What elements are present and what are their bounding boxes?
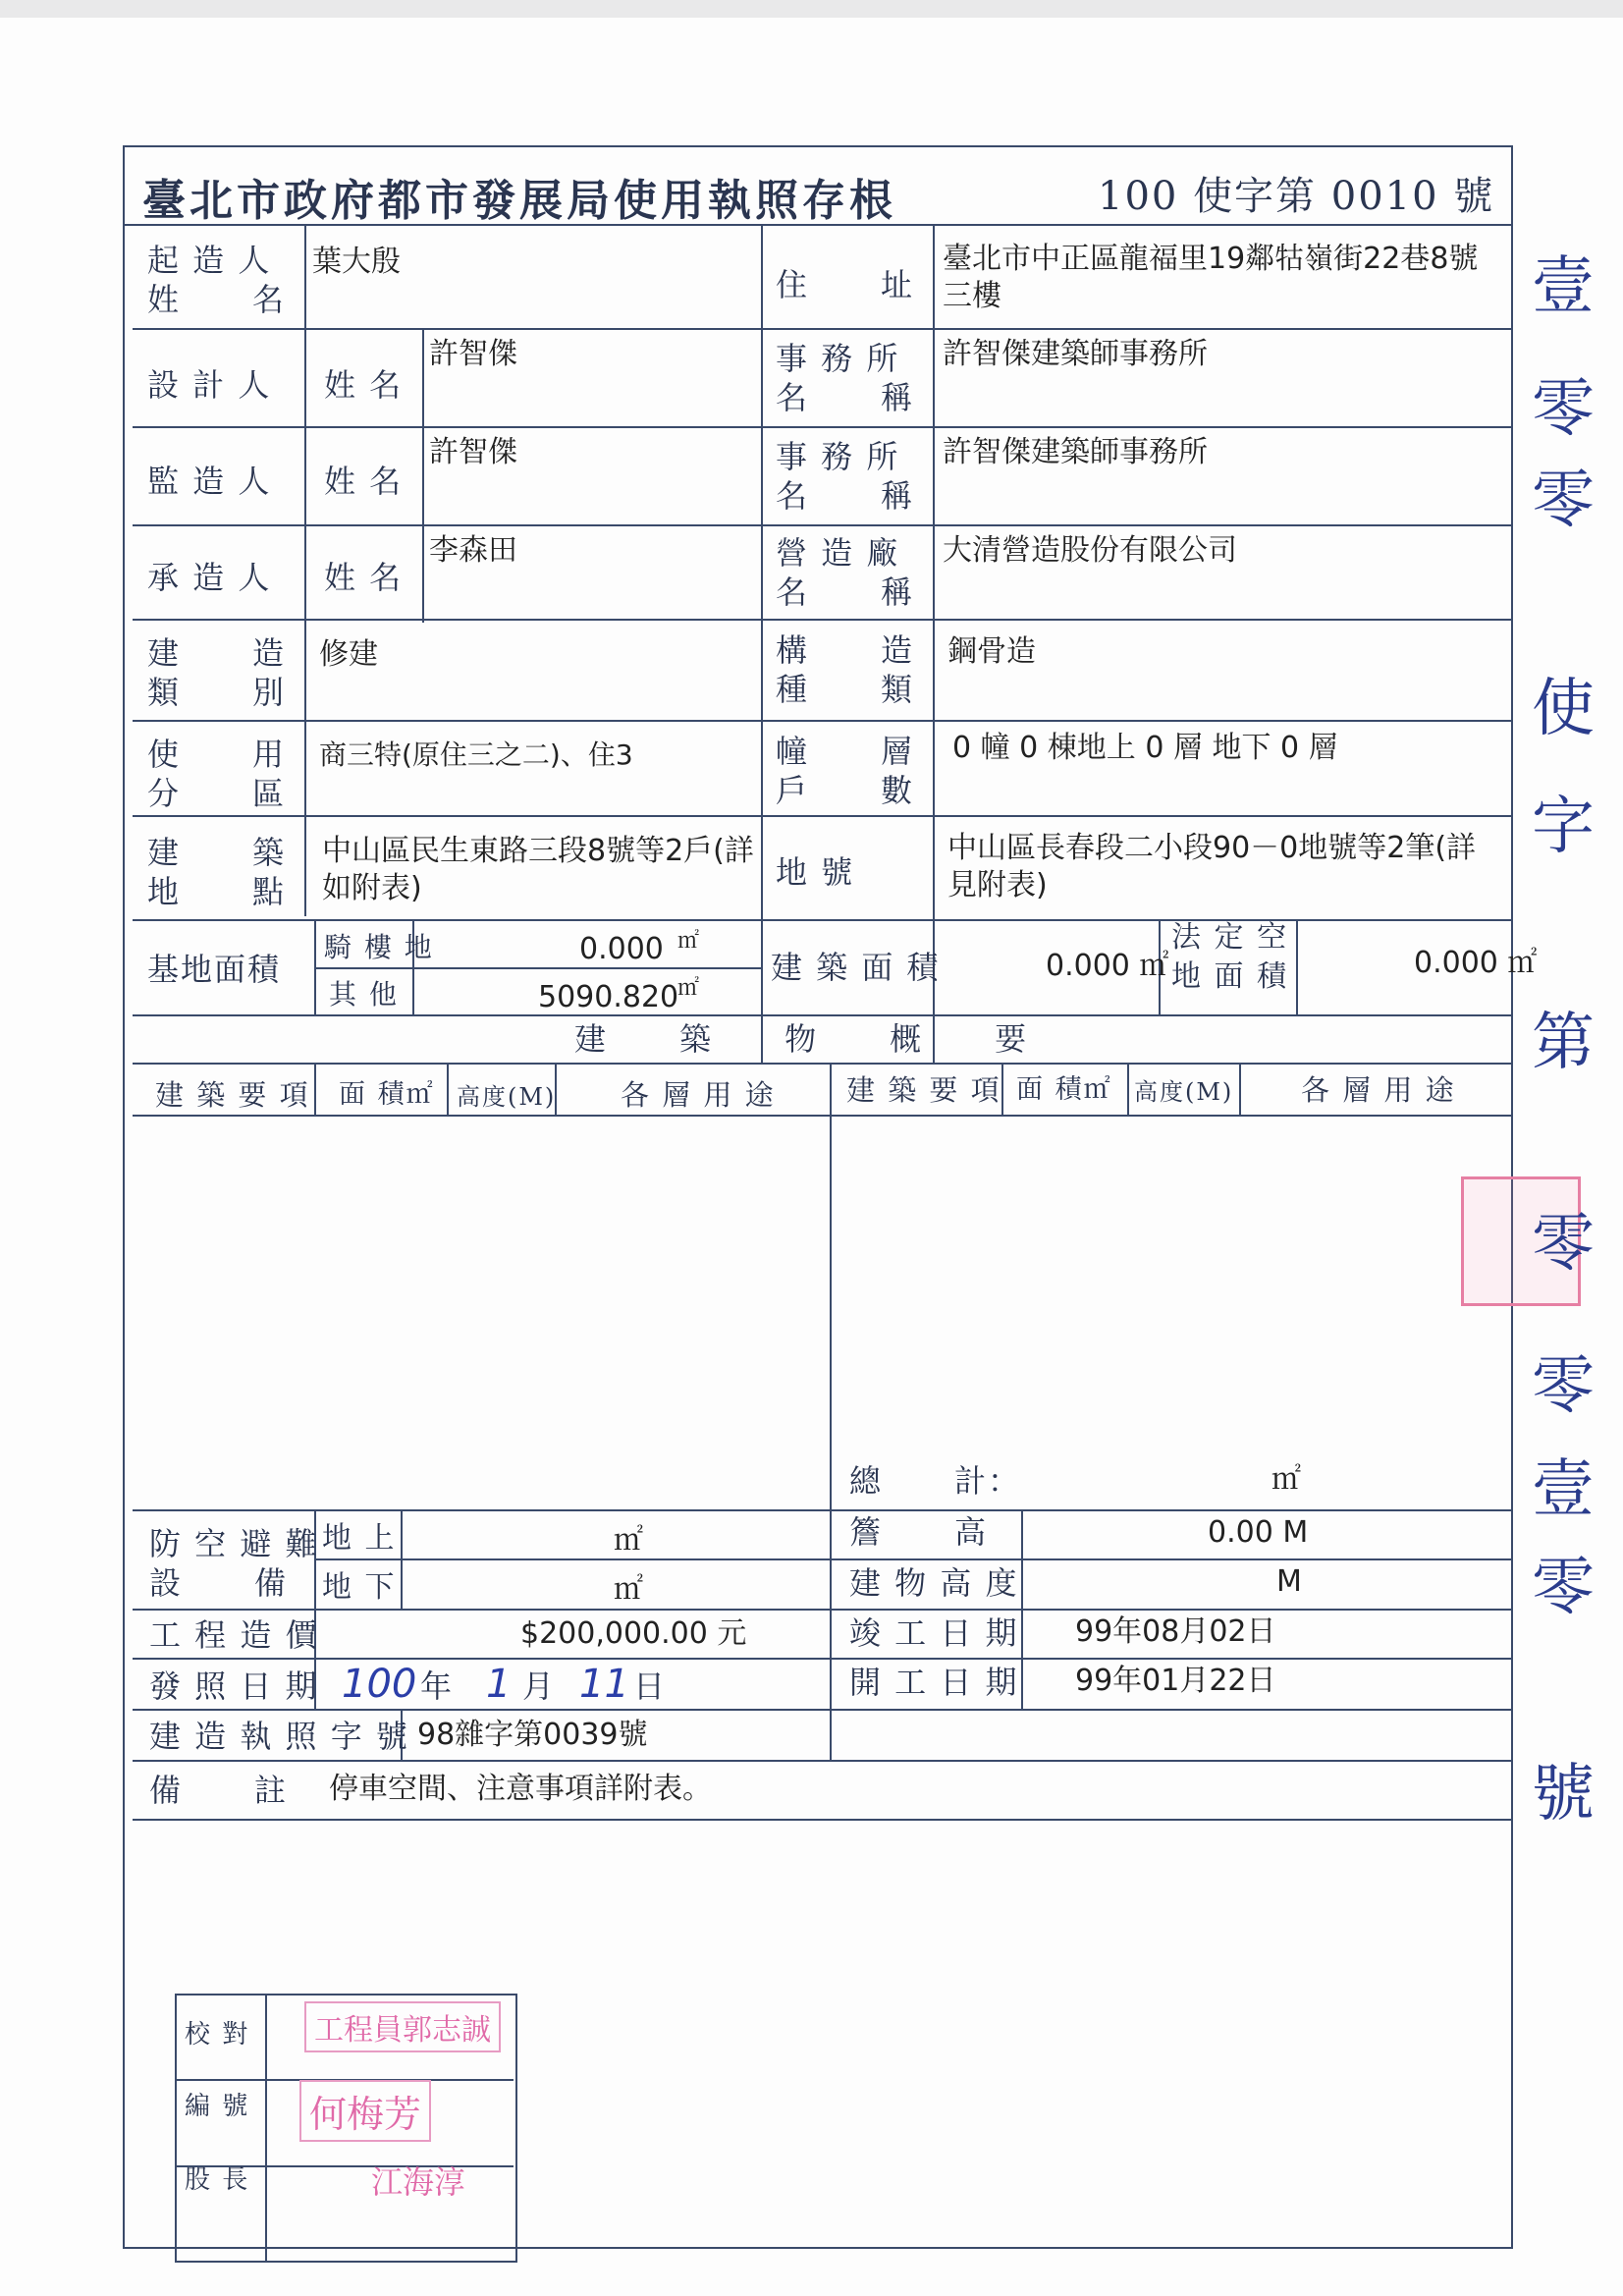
col-header: 各 層 用 途 — [621, 1078, 776, 1112]
structure-type: 鋼骨造 — [947, 634, 1036, 669]
completion-date: 99年08月02日 — [1075, 1614, 1276, 1649]
contractor-label: 承 造 人 — [147, 559, 272, 596]
rule — [133, 815, 1511, 817]
rule — [133, 328, 1511, 330]
units-label: 幢 層 戶 數 — [776, 733, 915, 809]
zoning-label: 使 用 分 區 — [147, 736, 287, 812]
above-ground-label: 地 上 — [322, 1521, 397, 1556]
rule — [761, 224, 763, 1064]
proofread-label: 校 對 — [185, 2020, 250, 2050]
zoning: 商三特(原住三之二)、住3 — [319, 738, 633, 771]
completion-label: 竣 工 日 期 — [849, 1614, 1019, 1652]
issue-date-label: 發 照 日 期 — [149, 1667, 319, 1705]
rule — [123, 224, 1511, 226]
designer-name-label: 姓 名 — [324, 366, 404, 404]
rule — [133, 1115, 1511, 1117]
other-label: 其 他 — [329, 978, 399, 1011]
owner-label: 起 造 人 姓 名 — [147, 242, 287, 318]
rule — [1001, 1063, 1003, 1117]
build-type: 修建 — [319, 637, 378, 672]
eaves-label: 簷 高 — [849, 1513, 989, 1551]
side-char: 零 — [1532, 373, 1595, 446]
side-char: 壹 — [1532, 1453, 1595, 1526]
rule — [133, 1819, 1511, 1821]
supervisor-office: 許智傑建築師事務所 — [943, 435, 1208, 469]
build-permit-no: 98雜字第0039號 — [417, 1718, 648, 1752]
eaves-height: 0.00 M — [1208, 1515, 1309, 1550]
arcade-label: 騎 樓 地 — [324, 931, 434, 963]
section-chief-stamp: 江海淳 — [371, 2163, 466, 2201]
col-header: 面 積㎡ — [1016, 1074, 1112, 1105]
rule — [133, 1014, 1511, 1016]
proofread-stamp: 工程員郭志誠 — [304, 2001, 501, 2052]
designer-name: 許智傑 — [429, 337, 517, 371]
building-area-label: 建 築 面 積 — [771, 949, 941, 986]
rule — [1021, 1509, 1023, 1711]
unit-sqm: ㎡ — [677, 929, 700, 954]
contractor-company-label: 營 造 廠 名 稱 — [776, 534, 915, 611]
supervisor-office-label: 事 務 所 名 稱 — [776, 438, 915, 515]
designer-label: 設 計 人 — [147, 366, 272, 404]
designer-office-label: 事 務 所 名 稱 — [776, 340, 915, 416]
col-header: 高度(M) — [1134, 1078, 1234, 1106]
side-char: 零 — [1532, 1208, 1595, 1281]
side-char: 零 — [1532, 465, 1595, 537]
side-char: 使 — [1532, 673, 1595, 745]
rule — [133, 1709, 1511, 1711]
side-char: 第 — [1532, 1007, 1595, 1079]
issue-day-suffix: 日 — [633, 1667, 668, 1705]
rule — [314, 967, 761, 969]
col-header: 高度(M) — [457, 1083, 557, 1111]
rule — [133, 1609, 1511, 1611]
site-area-label: 基地面積 — [147, 951, 282, 988]
serial-stamp: 何梅芳 — [299, 2080, 431, 2142]
issue-month: 1 — [486, 1662, 512, 1707]
rule — [422, 328, 424, 623]
rule — [133, 1509, 1511, 1511]
col-header: 建 築 要 項 — [846, 1073, 1001, 1107]
rule — [314, 1558, 1511, 1560]
rule — [830, 1063, 832, 1760]
permit-number: 100 使字第 0010 號 — [1098, 174, 1495, 219]
rule — [401, 1509, 403, 1610]
issue-day: 11 — [579, 1662, 629, 1707]
col-header: 各 層 用 途 — [1301, 1073, 1456, 1107]
unit-sqm: ㎡ — [677, 976, 700, 1001]
cost: $200,000.00 元 — [520, 1616, 747, 1651]
contractor-name: 李森田 — [429, 533, 517, 568]
rule — [133, 1658, 1511, 1660]
structure-label: 構 造 種 類 — [776, 631, 915, 708]
side-char: 字 — [1532, 791, 1595, 863]
rule — [133, 426, 1511, 428]
rule — [1239, 1063, 1241, 1117]
total-unit: ㎡ — [1271, 1462, 1301, 1497]
building-area: 0.000 ㎡ — [1046, 949, 1169, 983]
col-header: 建 築 要 項 — [155, 1078, 310, 1112]
rule — [133, 524, 1511, 526]
address-value: 臺北市中正區龍福里19鄰牯嶺街22巷8號三樓 — [943, 242, 1479, 313]
address-label: 住 址 — [776, 266, 915, 303]
total-label: 總 計： — [849, 1462, 1022, 1500]
issue-year-suffix: 年 — [420, 1667, 455, 1705]
start-date: 99年01月22日 — [1075, 1664, 1276, 1698]
side-char: 壹 — [1532, 250, 1595, 323]
rule — [314, 1063, 316, 1117]
building-height-label: 建 物 高 度 — [849, 1564, 1019, 1602]
issue-month-suffix: 月 — [522, 1667, 557, 1705]
site-location: 中山區民生東路三段8號等2戶(詳如附表) — [322, 834, 754, 905]
col-header: 面 積㎡ — [339, 1079, 435, 1110]
unit-sqm: ㎡ — [614, 1572, 643, 1607]
summary-title: 建 築 物 概 要 — [574, 1020, 1029, 1058]
supervisor-label: 監 造 人 — [147, 463, 272, 500]
contractor-company: 大清營造股份有限公司 — [943, 533, 1237, 568]
side-char: 零 — [1532, 1552, 1595, 1624]
rule — [133, 1063, 1511, 1065]
designer-office: 許智傑建築師事務所 — [943, 337, 1208, 371]
rule — [447, 1063, 449, 1117]
form-title: 臺北市政府都市發展局使用執照存根 — [142, 176, 896, 226]
supervisor-name: 許智傑 — [429, 435, 517, 469]
rule — [933, 224, 935, 1064]
rule — [314, 919, 316, 1015]
build-type-label: 建 造 類 別 — [147, 634, 287, 711]
build-permit-label: 建 造 執 照 字 號 — [149, 1718, 409, 1755]
side-char: 號 — [1532, 1758, 1595, 1831]
supervisor-name-label: 姓 名 — [324, 463, 404, 500]
cost-label: 工 程 造 價 — [149, 1616, 319, 1654]
rule — [1127, 1063, 1129, 1117]
remarks-label: 備 註 — [149, 1772, 289, 1809]
serial-label: 編 號 — [185, 2092, 250, 2121]
unit-sqm: ㎡ — [614, 1523, 643, 1558]
lot-number-label: 地 號 — [776, 853, 855, 891]
open-space-area: 0.000 ㎡ — [1414, 946, 1538, 980]
building-height: M — [1276, 1564, 1302, 1599]
other-area: 5090.820 — [538, 980, 679, 1014]
arcade-area: 0.000 — [579, 932, 664, 966]
rule — [133, 919, 1511, 921]
units: 0 幢 0 棟地上 0 層 地下 0 層 — [952, 731, 1338, 765]
contractor-name-label: 姓 名 — [324, 559, 404, 596]
start-date-label: 開 工 日 期 — [849, 1664, 1019, 1701]
rule — [133, 720, 1511, 722]
rule — [133, 619, 1511, 621]
section-chief-label: 股 長 — [185, 2165, 250, 2195]
below-ground-label: 地 下 — [322, 1570, 397, 1605]
rule — [1296, 919, 1298, 1015]
remarks: 停車空間、注意事項詳附表。 — [329, 1772, 712, 1806]
lot-number: 中山區長春段二小段90－0地號等2筆(詳見附表) — [947, 831, 1477, 902]
site-location-label: 建 築 地 點 — [147, 834, 287, 910]
rule — [265, 1994, 267, 2261]
open-space-label: 法 定 空 地 面 積 — [1171, 920, 1289, 994]
issue-year: 100 — [342, 1662, 417, 1707]
rule — [133, 1760, 1511, 1762]
side-char: 零 — [1532, 1350, 1595, 1423]
shelter-label: 防 空 避 難 設 備 — [149, 1525, 319, 1602]
rule — [304, 224, 306, 916]
scan-edge — [0, 0, 1623, 18]
owner-name: 葉大殷 — [312, 245, 401, 279]
